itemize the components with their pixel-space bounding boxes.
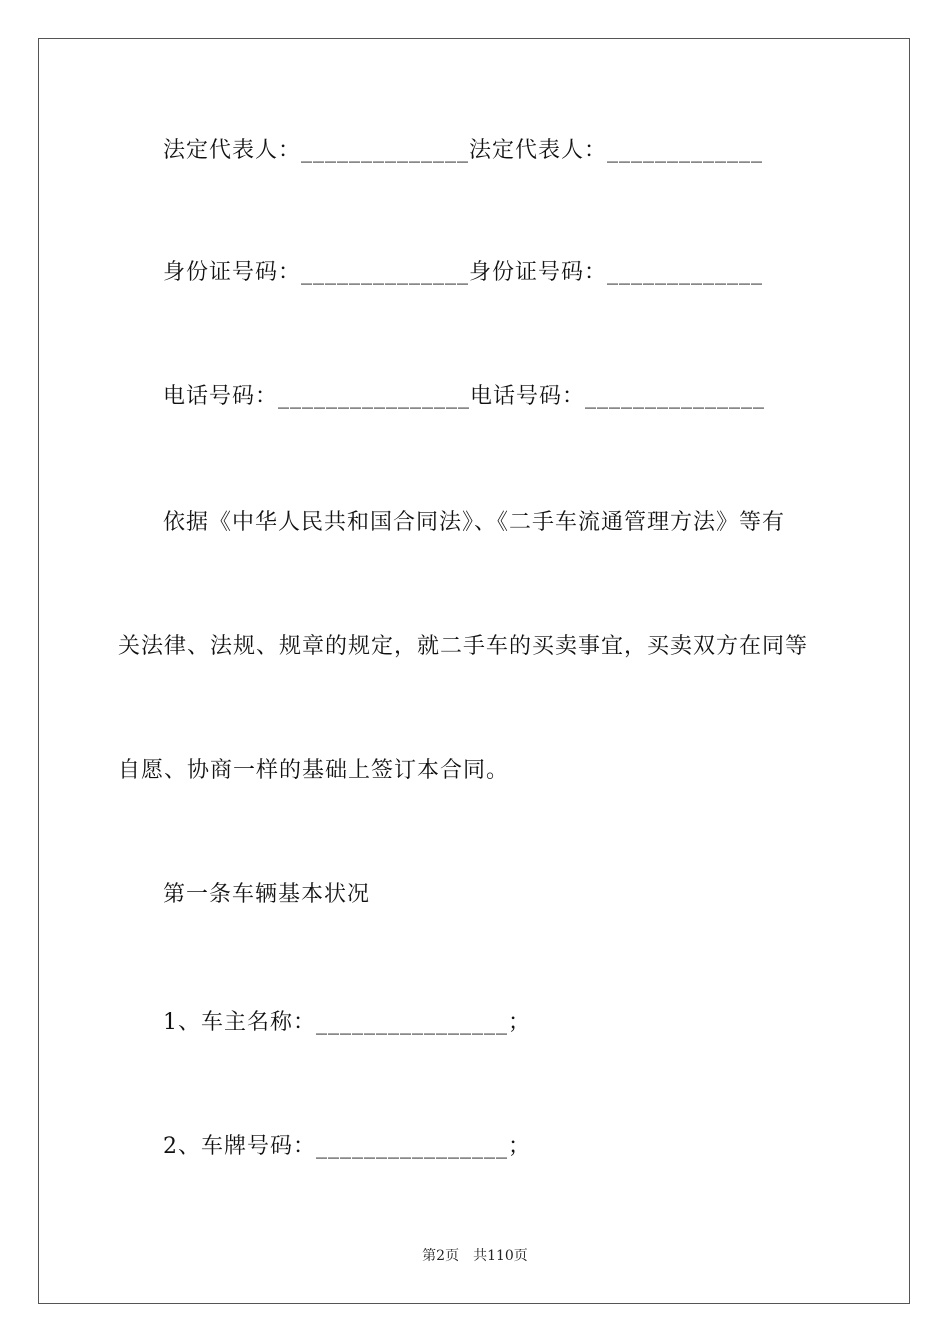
page-border xyxy=(38,38,910,1304)
owner-name-line: 1、车主名称：________________； xyxy=(163,1010,531,1035)
section-heading: 第一条车辆基本状况 xyxy=(163,882,371,907)
paragraph-line-2: 关法律、法规、规章的规定，就二手车的买卖事宜，买卖双方在同等 xyxy=(118,634,809,659)
page-footer: 第2页 共110页 xyxy=(422,1248,528,1264)
paragraph-line-1: 依据《中华人民共和国合同法》、《二手车流通管理方法》等有 xyxy=(163,510,786,535)
phone-number-line: 电话号码：________________电话号码：_______________ xyxy=(163,384,766,409)
paragraph-line-3: 自愿、协商一样的基础上签订本合同。 xyxy=(118,758,510,783)
legal-representative-line: 法定代表人：______________法定代表人：_____________ xyxy=(163,138,764,163)
id-number-line: 身份证号码：______________身份证号码：_____________ xyxy=(163,260,764,285)
plate-number-line: 2、车牌号码：________________； xyxy=(163,1134,531,1159)
